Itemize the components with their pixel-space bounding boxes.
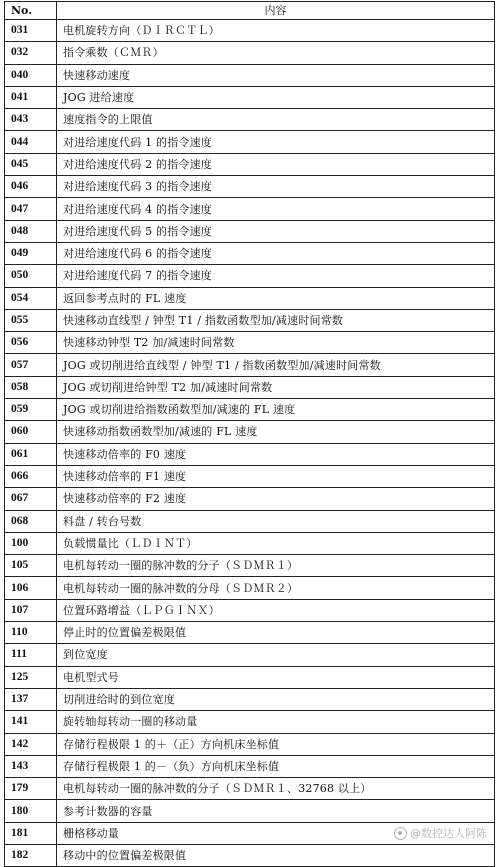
table-body xyxy=(5,20,495,867)
parameter-description: JOG 或切削进给直线型 / 钟型 T1 / 指数函数型加/减速时间常数 xyxy=(57,354,495,376)
parameter-number: 059 xyxy=(5,399,57,421)
table-row xyxy=(5,131,495,153)
table-row xyxy=(5,599,495,621)
watermark-logo-icon xyxy=(394,827,407,840)
parameter-description: 停止时的位置偏差极限值 xyxy=(57,622,495,644)
table-row xyxy=(5,800,495,822)
table-row xyxy=(5,555,495,577)
parameter-description: JOG 或切削进给指数函数型加/减速的 FL 速度 xyxy=(57,399,495,421)
parameter-number: 058 xyxy=(5,376,57,398)
parameter-description: 快速移动速度 xyxy=(57,64,495,86)
parameter-number: 032 xyxy=(5,42,57,64)
parameter-number: 105 xyxy=(5,555,57,577)
table-row xyxy=(5,844,495,866)
parameter-number: 048 xyxy=(5,220,57,242)
parameter-description: 电机每转动一圈的脉冲数的分母（ＳＤＭＲ２） xyxy=(57,577,495,599)
parameter-number: 047 xyxy=(5,198,57,220)
parameter-description: 参考计数器的容量 xyxy=(57,800,495,822)
parameter-number: 142 xyxy=(5,733,57,755)
parameter-description: 快速移动倍率的 F1 速度 xyxy=(57,465,495,487)
parameter-description: 对进给速度代码 2 的指令速度 xyxy=(57,153,495,175)
table-row xyxy=(5,711,495,733)
parameter-description: 旋转轴每转动一圈的移动量 xyxy=(57,711,495,733)
parameter-number: 041 xyxy=(5,86,57,108)
table-row xyxy=(5,176,495,198)
parameter-number: 055 xyxy=(5,309,57,331)
table-row xyxy=(5,733,495,755)
parameter-description: 对进给速度代码 7 的指令速度 xyxy=(57,265,495,287)
header-no: No. xyxy=(5,2,57,20)
parameter-description: 料盘 / 转台号数 xyxy=(57,510,495,532)
parameter-number: 067 xyxy=(5,488,57,510)
parameter-number: 066 xyxy=(5,465,57,487)
parameter-description: 对进给速度代码 3 的指令速度 xyxy=(57,176,495,198)
table-row xyxy=(5,309,495,331)
parameter-description: 返回参考点时的 FL 速度 xyxy=(57,287,495,309)
parameter-description: 快速移动直线型 / 钟型 T1 / 指数函数型加/减速时间常数 xyxy=(57,309,495,331)
parameter-number: 180 xyxy=(5,800,57,822)
parameter-number: 106 xyxy=(5,577,57,599)
table-row xyxy=(5,755,495,777)
parameter-description: 指令乘数（ＣＭＲ） xyxy=(57,42,495,64)
table-row xyxy=(5,332,495,354)
watermark xyxy=(394,825,487,841)
parameter-number: 043 xyxy=(5,109,57,131)
parameter-description: 电机每转动一圈的脉冲数的分子（ＳＤＭＲ１、32768 以上） xyxy=(57,778,495,800)
parameter-description: 对进给速度代码 6 的指令速度 xyxy=(57,242,495,264)
parameter-number: 050 xyxy=(5,265,57,287)
parameter-number: 044 xyxy=(5,131,57,153)
table-row xyxy=(5,443,495,465)
table-row xyxy=(5,488,495,510)
parameter-description: 电机旋转方向（ＤＩＲＣＴＬ） xyxy=(57,20,495,42)
parameter-number: 181 xyxy=(5,822,57,844)
parameter-number: 061 xyxy=(5,443,57,465)
table-row xyxy=(5,220,495,242)
parameter-description: 对进给速度代码 1 的指令速度 xyxy=(57,131,495,153)
parameter-number: 068 xyxy=(5,510,57,532)
table-row xyxy=(5,265,495,287)
parameter-number: 137 xyxy=(5,688,57,710)
parameter-number: 110 xyxy=(5,622,57,644)
parameter-description: 移动中的位置偏差极限值 xyxy=(57,844,495,866)
table-row xyxy=(5,532,495,554)
table-row xyxy=(5,287,495,309)
table-row xyxy=(5,242,495,264)
parameter-description: 速度指令的上限值 xyxy=(57,109,495,131)
parameter-number: 060 xyxy=(5,421,57,443)
table-row xyxy=(5,622,495,644)
table-row xyxy=(5,778,495,800)
parameter-number: 179 xyxy=(5,778,57,800)
parameter-number: 046 xyxy=(5,176,57,198)
parameter-description: 到位宽度 xyxy=(57,644,495,666)
parameter-description: 位置环路增益（ＬＰＧＩＮＸ） xyxy=(57,599,495,621)
table-row xyxy=(5,198,495,220)
table-row xyxy=(5,577,495,599)
table-row xyxy=(5,399,495,421)
parameter-number: 141 xyxy=(5,711,57,733)
parameter-number: 040 xyxy=(5,64,57,86)
parameter-description: JOG 或切削进给钟型 T2 加/减速时间常数 xyxy=(57,376,495,398)
parameter-description: 存储行程极限 1 的＋（正）方向机床坐标值 xyxy=(57,733,495,755)
parameter-number: 054 xyxy=(5,287,57,309)
parameter-number: 056 xyxy=(5,332,57,354)
parameter-description: 快速移动倍率的 F0 速度 xyxy=(57,443,495,465)
parameter-number: 031 xyxy=(5,20,57,42)
table-row xyxy=(5,688,495,710)
parameter-description: 存储行程极限 1 的－（负）方向机床坐标值 xyxy=(57,755,495,777)
table-row xyxy=(5,510,495,532)
table-row xyxy=(5,465,495,487)
table-row xyxy=(5,644,495,666)
parameter-description: 快速移动倍率的 F2 速度 xyxy=(57,488,495,510)
parameter-description: 快速移动指数函数型加/减速的 FL 速度 xyxy=(57,421,495,443)
parameter-description: JOG 进给速度 xyxy=(57,86,495,108)
parameter-number: 143 xyxy=(5,755,57,777)
parameter-number: 045 xyxy=(5,153,57,175)
parameter-table xyxy=(4,1,495,867)
parameter-number: 049 xyxy=(5,242,57,264)
table-row xyxy=(5,666,495,688)
table-row xyxy=(5,421,495,443)
table-row xyxy=(5,354,495,376)
parameter-description: 快速移动钟型 T2 加/减速时间常数 xyxy=(57,332,495,354)
parameter-number: 125 xyxy=(5,666,57,688)
parameter-number: 057 xyxy=(5,354,57,376)
parameter-description: 对进给速度代码 5 的指令速度 xyxy=(57,220,495,242)
parameter-number: 100 xyxy=(5,532,57,554)
parameter-number: 111 xyxy=(5,644,57,666)
parameter-number: 107 xyxy=(5,599,57,621)
table-row xyxy=(5,376,495,398)
table-row xyxy=(5,64,495,86)
watermark-text: @数控达人阿陈 xyxy=(410,827,487,840)
table-row xyxy=(5,153,495,175)
table-row xyxy=(5,42,495,64)
table-row xyxy=(5,109,495,131)
parameter-description: 电机型式号 xyxy=(57,666,495,688)
parameter-description: 电机每转动一圈的脉冲数的分子（ＳＤＭＲ１） xyxy=(57,555,495,577)
table-row xyxy=(5,86,495,108)
parameter-description: 切削进给时的到位宽度 xyxy=(57,688,495,710)
parameter-description: 负载惯量比（ＬＤＩＮＴ） xyxy=(57,532,495,554)
table-header-row xyxy=(5,2,495,20)
parameter-description: 栅格移动量 xyxy=(57,822,495,844)
table-row xyxy=(5,20,495,42)
parameter-table-sheet xyxy=(4,1,494,867)
parameter-number: 182 xyxy=(5,844,57,866)
header-content: 内容 xyxy=(57,2,495,20)
parameter-description: 对进给速度代码 4 的指令速度 xyxy=(57,198,495,220)
